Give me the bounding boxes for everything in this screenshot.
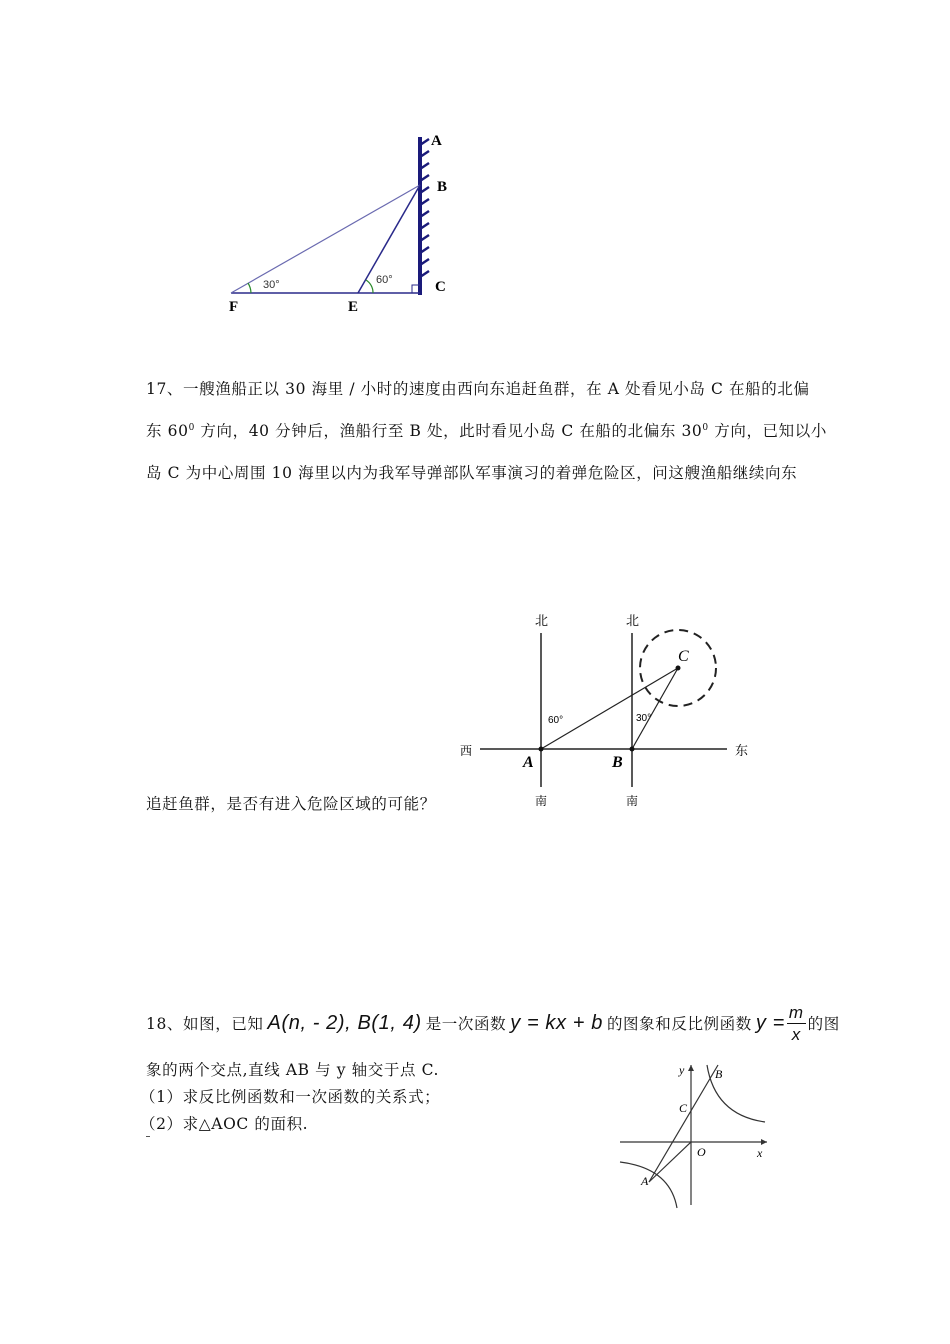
q18-fraction xyxy=(787,1004,806,1043)
q17-line1: 17、一艘渔船正以 30 海里 / 小时的速度由西向东追赶鱼群，在 A 处看见小岛 C 在船的北偏 xyxy=(146,380,810,398)
label-east: 东 xyxy=(735,744,749,759)
label-B-fig3: B xyxy=(715,1067,723,1081)
x-axis-arrow xyxy=(761,1139,767,1145)
angle-label-A: 60° xyxy=(548,715,564,726)
q18-line1 xyxy=(146,1003,840,1043)
label-B: B xyxy=(437,179,448,195)
angle-arc-F xyxy=(248,283,251,293)
label-C: C xyxy=(435,279,446,295)
q17-sup2: 0 xyxy=(702,422,709,433)
q17-sup1: 0 xyxy=(188,422,195,433)
q18-points: A(n, - 2), B(1, 4) xyxy=(267,1011,422,1034)
point-C xyxy=(676,666,681,671)
label-C-fig2: C xyxy=(678,648,689,665)
q18-mid2: 的图象和反比例函数 xyxy=(606,1015,752,1033)
angle-label-B: 30° xyxy=(636,713,652,724)
line-AB xyxy=(649,1065,718,1182)
q18-linear: y = kx + b xyxy=(510,1011,603,1034)
q17-line2-a: 东 60 xyxy=(146,422,189,440)
figure-fishing-boat xyxy=(455,605,785,810)
angle-label-E: 60° xyxy=(376,274,393,286)
point-B xyxy=(630,747,635,752)
label-north-2: 北 xyxy=(626,614,640,629)
angle-label-F: 30° xyxy=(263,279,280,291)
line-OA xyxy=(649,1142,691,1182)
stray-mark xyxy=(146,1136,150,1137)
q18-suffix: 的图 xyxy=(807,1015,840,1033)
line-BC xyxy=(632,668,678,749)
q17-line2-b: 方向，40 分钟后，渔船行至 B 处，此时看见小岛 C 在船的北偏东 30 xyxy=(194,422,703,440)
label-west: 西 xyxy=(460,744,473,758)
q18-inv-lhs: y = xyxy=(755,1011,785,1034)
q18-part1: （1）求反比例函数和一次函数的关系式； xyxy=(140,1088,441,1106)
angle-arc-E xyxy=(366,280,373,293)
y-axis-arrow xyxy=(688,1065,694,1071)
q18-prefix: 18、如图，已知 xyxy=(146,1015,264,1033)
q18-mid: 是一次函数 xyxy=(425,1015,507,1033)
label-O: O xyxy=(697,1145,706,1159)
label-A-fig3: A xyxy=(641,1174,649,1188)
q18-frac-num: m xyxy=(788,1002,804,1022)
label-south-1: 南 xyxy=(535,794,548,808)
label-y: y xyxy=(679,1063,685,1077)
q18-line2: 象的两个交点,直线 AB 与 y 轴交于点 C. xyxy=(146,1061,440,1079)
label-north-1: 北 xyxy=(535,614,549,629)
label-A: A xyxy=(431,133,442,149)
label-C-fig3: C xyxy=(679,1101,688,1115)
label-A-fig2: A xyxy=(523,754,534,771)
label-x: x xyxy=(757,1146,763,1160)
label-F: F xyxy=(229,299,239,315)
q17-line2-c: 方向，已知以小 xyxy=(708,422,827,440)
label-B-fig2: B xyxy=(612,754,623,771)
q18-part2: （2）求△AOC 的面积. xyxy=(140,1115,309,1133)
q17-line3: 岛 C 为中心周围 10 海里以内为我军导弹部队军事演习的着弹危险区，问这艘渔船继续向东 xyxy=(146,464,798,482)
figure-wall-triangles xyxy=(215,125,465,325)
q17-line2 xyxy=(146,419,827,441)
label-south-2: 南 xyxy=(626,794,639,808)
hyperbola-branch-3 xyxy=(620,1162,677,1208)
label-E: E xyxy=(348,299,359,315)
point-A xyxy=(539,747,544,752)
figure-function-graph xyxy=(615,1060,780,1210)
q17-line4: 追赶鱼群，是否有进入危险区域的可能？ xyxy=(146,795,436,813)
q18-frac-den: x xyxy=(791,1024,801,1044)
line-AC xyxy=(541,668,678,749)
